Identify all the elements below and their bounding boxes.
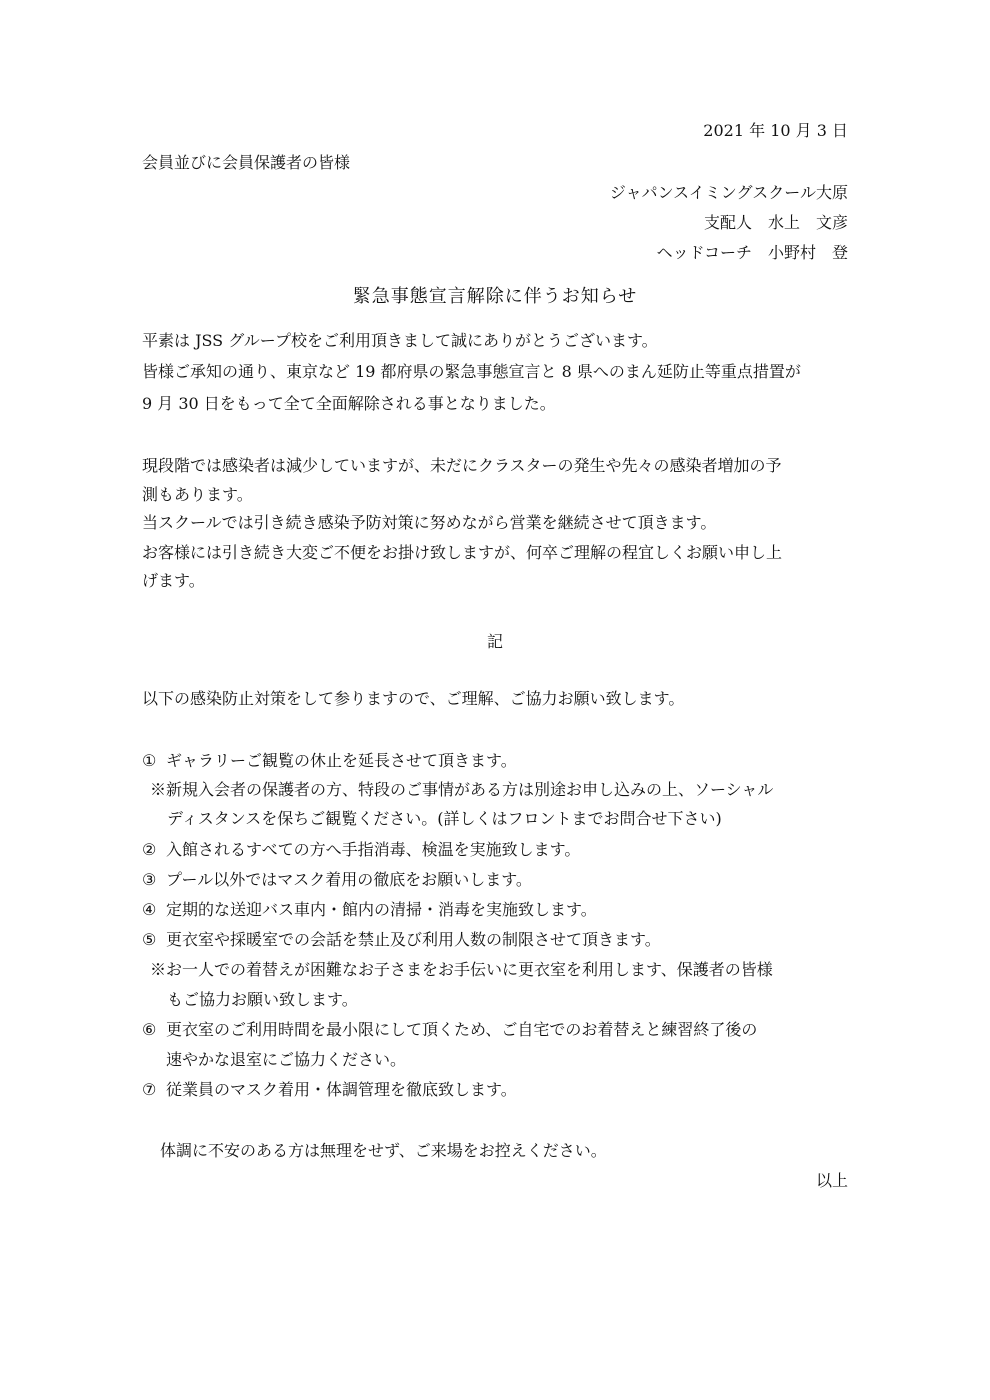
measure-item-5 [142,930,661,950]
measure-item-4 [142,900,597,920]
document-date: 2021 年 10 月 3 日 [703,121,848,140]
item-number: ⑦ [142,1080,157,1099]
item-text: ギャラリーご観覧の休止を延長させて頂きます。 [166,751,517,770]
item-number: ⑥ [142,1020,157,1039]
body-line-1: 現段階では感染者は減少していますが、未だにクラスターの発生や先々の感染者増加の予 [142,456,782,475]
measure-item-6 [142,1020,757,1040]
measure-item-7 [142,1080,517,1100]
item-number: ① [142,751,157,770]
item-text: 入館されるすべての方へ手指消毒、検温を実施致します。 [166,840,581,859]
item-number: ④ [142,900,157,919]
measure-item-6-line-2: 速やかな退室にご協力ください。 [166,1050,407,1069]
item-number: ③ [142,870,157,889]
document-title: 緊急事態宣言解除に伴うお知らせ [352,286,638,307]
item-text: プール以外ではマスク着用の徹底をお願いします。 [166,870,532,889]
body-line-3: 当スクールでは引き続き感染予防対策に努めながら営業を継続させて頂きます。 [142,513,717,532]
measures-intro: 以下の感染防止対策をして参りますので、ご理解、ご協力お願い致します。 [142,689,685,708]
intro-line-1: 平素は JSS グループ校をご利用頂きまして誠にありがとうございます。 [142,331,658,350]
body-line-4: お客様には引き続き大変ご不便をお掛け致しますが、何卒ご理解の程宜しくお願い申し上 [142,543,783,562]
note-1-line-2: ディスタンスを保ちご観覧ください。(詳しくはフロントまでお問合せ下さい) [167,809,722,828]
intro-line-3: 9 月 30 日をもって全て全面解除される事となりました。 [142,394,556,413]
addressee: 会員並びに会員保護者の皆様 [142,153,351,172]
item-number: ② [142,840,157,859]
body-line-2: 測もあります。 [142,485,253,504]
closing-remark: 体調に不安のある方は無理をせず、ご来場をお控えください。 [160,1141,607,1160]
measure-item-1 [142,751,517,771]
measure-item-2 [142,840,580,860]
item-text: 従業員のマスク着用・体調管理を徹底致します。 [166,1080,517,1099]
ijo-end-mark: 以上 [815,1171,848,1190]
note-2-line-1: ※お一人での着替えが困難なお子さまをお手伝いに更衣室を利用します、保護者の皆様 [150,960,773,979]
item-text: 更衣室のご利用時間を最小限にして頂くため、ご自宅でのお着替えと練習終了後の [166,1020,758,1039]
item-text: 更衣室や採暖室での会話を禁止及び利用人数の制限させて頂きます。 [166,930,661,949]
measure-item-3 [142,870,532,890]
intro-line-2: 皆様ご承知の通り、東京など 19 都府県の緊急事態宣言と 8 県へのまん延防止等重点措置が [142,362,801,381]
note-1-line-1: ※新規入会者の保護者の方、特段のご事情がある方は別途お申し込みの上、ソーシャル [150,780,774,799]
sender-manager: 支配人 水上 文彦 [703,213,848,232]
item-number: ⑤ [142,930,157,949]
item-text: 定期的な送迎バス車内・館内の清掃・消毒を実施致します。 [166,900,597,919]
sender-coach: ヘッドコーチ 小野村 登 [656,243,848,262]
body-line-5: げます。 [142,571,205,590]
sender-organization: ジャパンスイミングスクール大原 [609,183,848,202]
note-2-line-2: もご協力お願い致します。 [167,990,358,1009]
ki-heading: 記 [486,632,503,651]
